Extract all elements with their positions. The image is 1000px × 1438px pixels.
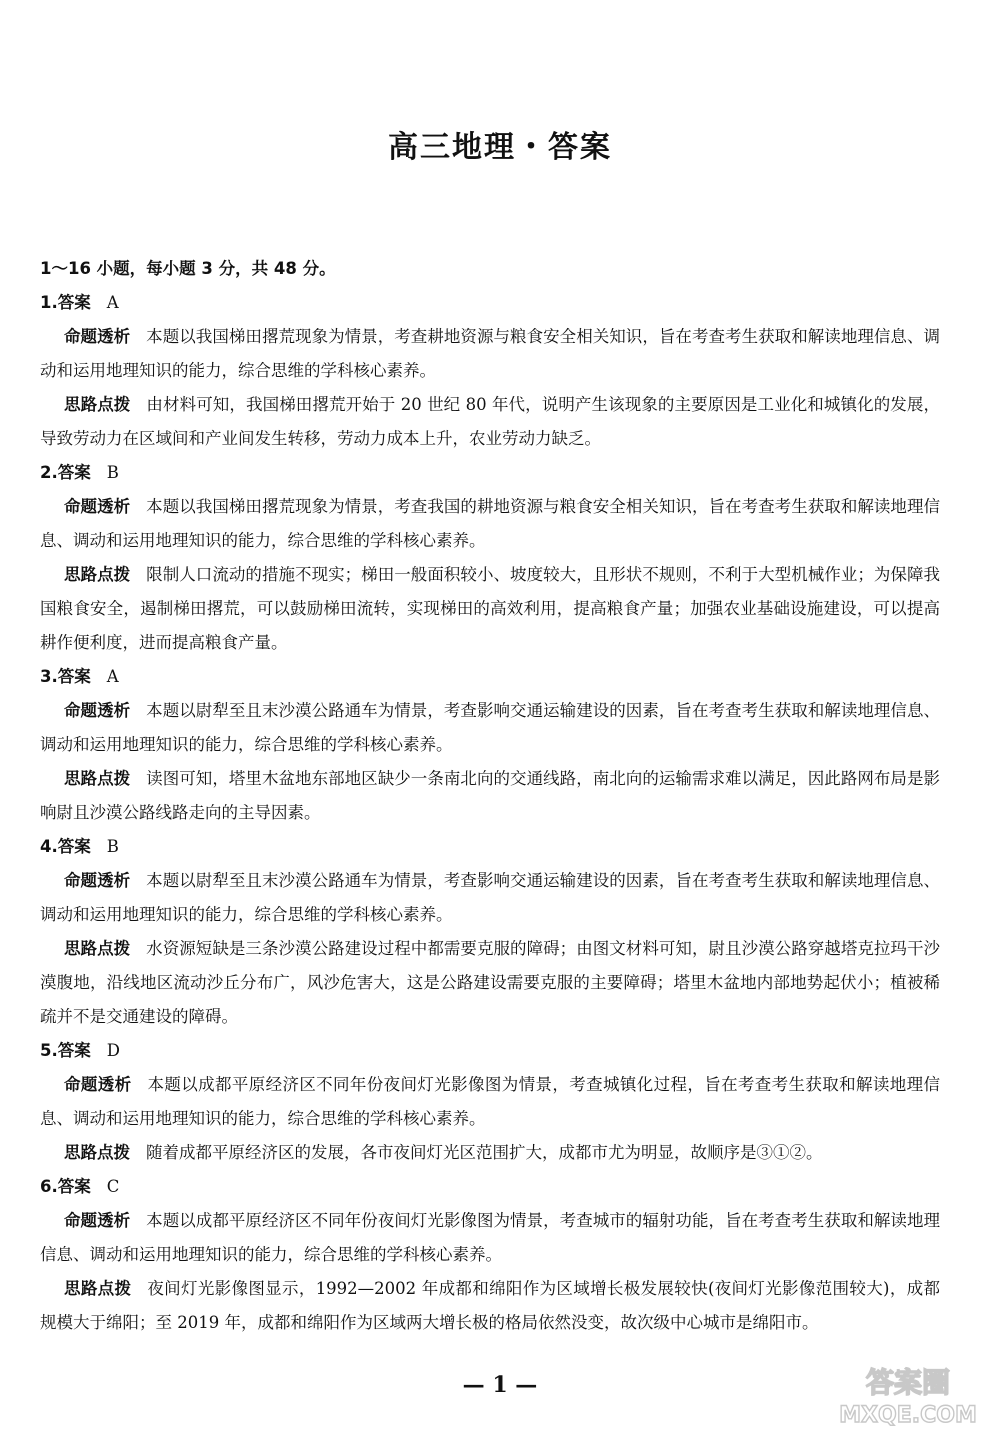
hint-label: 思路点拨 [64, 939, 131, 958]
question-number: 3. [40, 667, 58, 686]
hint-text: 限制人口流动的措施不现实；梯田一般面积较小、坡度较大，且形状不规则，不利于大型机械作业；为保障我国粮食安全，遏制梯田撂荒，可以鼓励梯田流转，实现梯田的高效利用，提高粮食产量；加强农业基础设施建设，可以提高耕作便利度，进而提高粮食产量。 [40, 565, 941, 652]
hint-paragraph [40, 932, 940, 1034]
page-title: 高三地理・答案 [388, 130, 612, 165]
analysis-label: 命题透析 [64, 1211, 131, 1230]
page-number: — 1 — [462, 1372, 538, 1398]
hint-label: 思路点拨 [64, 1279, 132, 1298]
answer-value: B [106, 463, 119, 482]
question-answer-line [40, 1170, 940, 1204]
question-number: 1. [40, 293, 58, 312]
watermark-logo-text: 答案圈 [865, 1366, 951, 1399]
hint-label: 思路点拨 [64, 395, 131, 414]
question-answer-line [40, 660, 940, 694]
section-intro: 1～16 小题，每小题 3 分，共 48 分。 [40, 259, 336, 278]
analysis-text: 本题以尉犁至且末沙漠公路通车为情景，考查影响交通运输建设的因素，旨在考查考生获取和解读地理信息、调动和运用地理知识的能力，综合思维的学科核心素养。 [40, 871, 941, 924]
hint-paragraph [40, 1136, 940, 1170]
question-answer-line [40, 830, 940, 864]
analysis-paragraph [40, 694, 940, 762]
answer-value: A [106, 667, 119, 686]
hint-label: 思路点拨 [64, 1143, 130, 1162]
hint-label: 思路点拨 [64, 565, 131, 584]
watermark-url: MXQE.COM [839, 1403, 977, 1428]
hint-paragraph [40, 388, 940, 456]
answer-value: C [106, 1177, 120, 1196]
answer-label: 答案 [57, 463, 91, 482]
answer-label: 答案 [57, 293, 91, 312]
analysis-paragraph [40, 1068, 940, 1136]
hint-text: 读图可知，塔里木盆地东部地区缺少一条南北向的交通线路，南北向的运输需求难以满足，因此路网布局是影响尉且沙漠公路线路走向的主导因素。 [40, 769, 941, 822]
analysis-paragraph [40, 490, 940, 558]
analysis-label: 命题透析 [64, 871, 131, 890]
analysis-paragraph [40, 864, 940, 932]
analysis-text: 本题以成都平原经济区不同年份夜间灯光影像图为情景，考查城镇化过程，旨在考查考生获取和解读地理信息、调动和运用地理知识的能力，综合思维的学科核心素养。 [40, 1075, 941, 1128]
answer-content [40, 252, 940, 1340]
question-number: 4. [40, 837, 58, 856]
analysis-paragraph [40, 320, 940, 388]
question-answer-line [40, 456, 940, 490]
analysis-text: 本题以尉犁至且末沙漠公路通车为情景，考查影响交通运输建设的因素，旨在考查考生获取和解读地理信息、调动和运用地理知识的能力，综合思维的学科核心素养。 [40, 701, 941, 754]
question-answer-line [40, 286, 940, 320]
analysis-label: 命题透析 [64, 497, 131, 516]
answer-label: 答案 [57, 1177, 91, 1196]
hint-text: 随着成都平原经济区的发展，各市夜间灯光区范围扩大，成都市尤为明显，故顺序是③①②。 [146, 1143, 823, 1162]
hint-paragraph [40, 1272, 940, 1340]
answer-value: B [106, 837, 119, 856]
hint-text: 夜间灯光影像图显示，1992—2002 年成都和绵阳作为区域增长极发展较快(夜间灯光影像范围较大)，成都规模大于绵阳；至 2019 年，成都和绵阳作为区域两大增长极的格局依然没变，故次级中心城市是绵阳市。 [40, 1279, 940, 1332]
analysis-text: 本题以我国梯田撂荒现象为情景，考查耕地资源与粮食安全相关知识，旨在考查考生获取和解读地理信息、调动和运用地理知识的能力，综合思维的学科核心素养。 [40, 327, 941, 380]
answer-label: 答案 [57, 837, 91, 856]
question-number: 2. [40, 463, 58, 482]
analysis-label: 命题透析 [64, 1075, 132, 1094]
answer-label: 答案 [57, 1041, 91, 1060]
analysis-label: 命题透析 [64, 701, 131, 720]
answer-value: D [106, 1041, 120, 1060]
answer-label: 答案 [57, 667, 91, 686]
question-number: 6. [40, 1177, 58, 1196]
analysis-label: 命题透析 [64, 327, 131, 346]
analysis-text: 本题以我国梯田撂荒现象为情景，考查我国的耕地资源与粮食安全相关知识，旨在考查考生获取和解读地理信息、调动和运用地理知识的能力，综合思维的学科核心素养。 [40, 497, 941, 550]
hint-text: 由材料可知，我国梯田撂荒开始于 20 世纪 80 年代，说明产生该现象的主要原因是工业化和城镇化的发展，导致劳动力在区域间和产业间发生转移，劳动力成本上升，农业劳动力缺乏。 [40, 395, 940, 448]
question-answer-line [40, 1034, 940, 1068]
hint-paragraph [40, 558, 940, 660]
question-list [40, 286, 940, 1340]
analysis-text: 本题以成都平原经济区不同年份夜间灯光影像图为情景，考查城市的辐射功能，旨在考查考生获取和解读地理信息、调动和运用地理知识的能力，综合思维的学科核心素养。 [40, 1211, 941, 1264]
watermark-logo [838, 1362, 978, 1428]
analysis-paragraph [40, 1204, 940, 1272]
answer-value: A [106, 293, 119, 312]
hint-text: 水资源短缺是三条沙漠公路建设过程中都需要克服的障碍；由图文材料可知，尉且沙漠公路穿越塔克拉玛干沙漠腹地，沿线地区流动沙丘分布广，风沙危害大，这是公路建设需要克服的主要障碍；塔里木盆地内部地势起伏小；植被稀疏并不是交通建设的障碍。 [40, 939, 941, 1026]
hint-paragraph [40, 762, 940, 830]
question-number: 5. [40, 1041, 58, 1060]
hint-label: 思路点拨 [64, 769, 131, 788]
